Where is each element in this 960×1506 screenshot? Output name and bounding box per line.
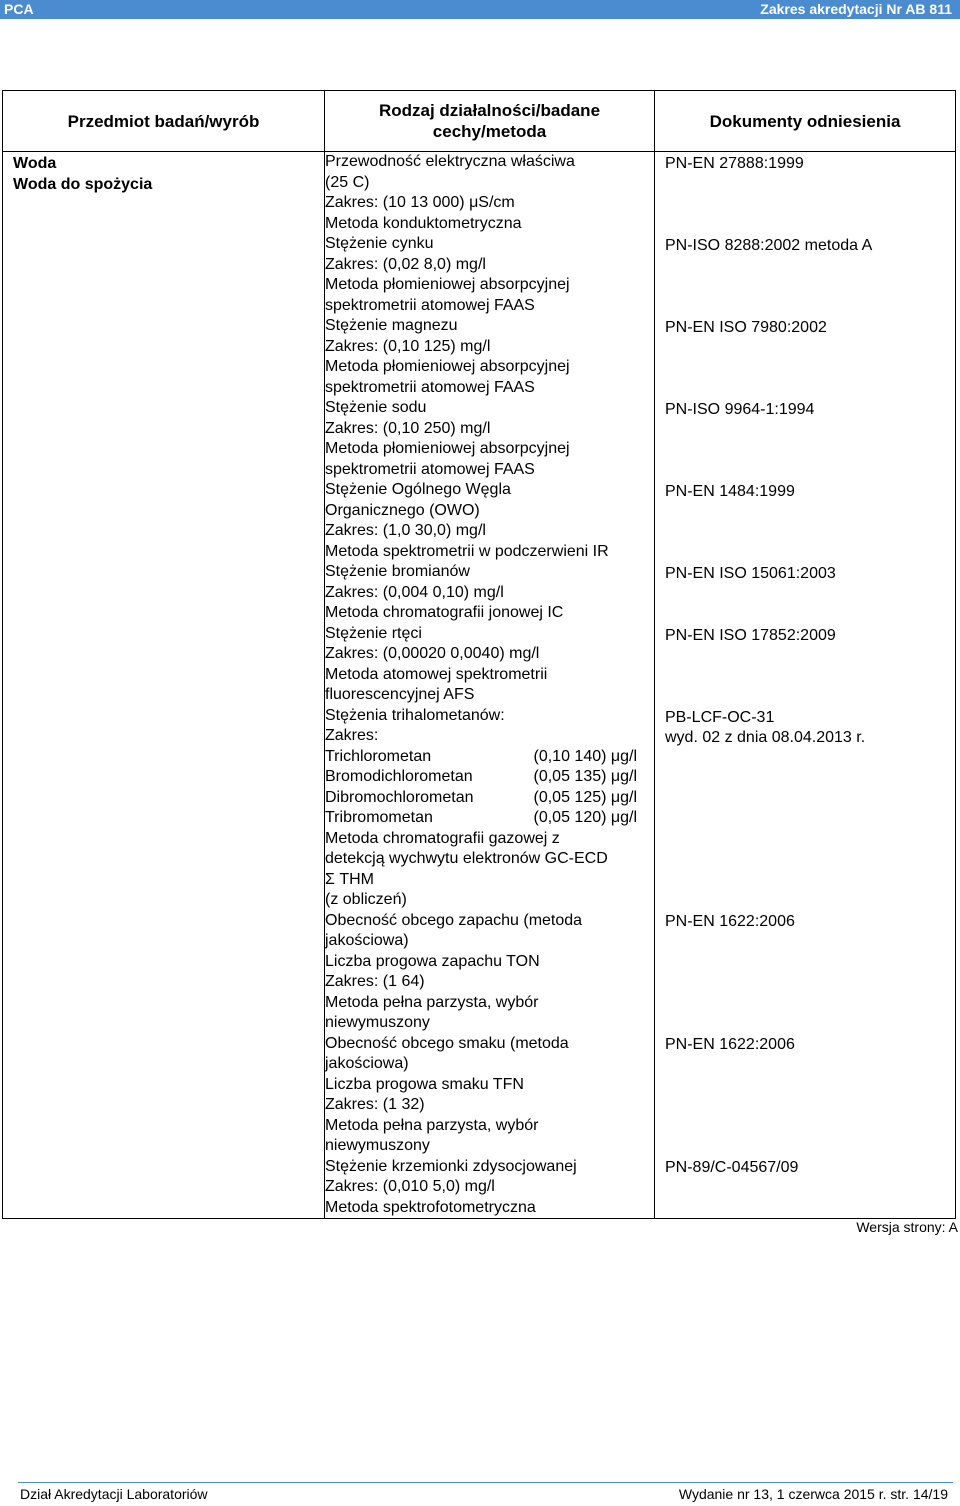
method-line: Stężenie krzemionki zdysocjowanej — [325, 1157, 577, 1175]
method-line: fluorescencyjnej AFS — [325, 686, 475, 703]
thm-row — [325, 747, 637, 768]
column-header-method-line-2: cechy/metoda — [432, 122, 547, 141]
method-line: Metoda płomieniowej absorpcyjnej — [325, 358, 570, 375]
method-line: Metoda spektrofotometryczna — [325, 1198, 536, 1216]
method-line: Stężenie sodu — [325, 399, 427, 416]
method-line: Obecność obcego zapachu (metoda — [325, 911, 583, 929]
page-header-bar — [0, 0, 960, 19]
method-line: Zakres: (0,10 125) mg/l — [325, 337, 491, 355]
footer-edition: Wydanie nr 13, 1 czerwca 2015 r. str. 14/19 — [678, 1486, 948, 1502]
doc-reference-note: wyd. 02 z dnia 08.04.2013 r. — [665, 729, 866, 746]
table-row — [3, 152, 956, 1219]
method-line: Zakres: — [325, 727, 379, 744]
method-line: niewymuszony — [325, 1014, 430, 1031]
doc-reference: PN-ISO 8288:2002 metoda A — [665, 237, 873, 254]
method-line: spektrometrii atomowej FAAS — [325, 378, 535, 396]
thm-range: (0,10 140) μg/l — [533, 747, 637, 765]
method-line: Przewodność elektryczna właściwa — [325, 153, 575, 170]
column-header-docs: Dokumenty odniesienia — [655, 91, 956, 152]
method-line: Metoda chromatografii jonowej IC — [325, 604, 564, 621]
thm-compound: Trichlorometan — [325, 747, 432, 765]
method-line: Metoda atomowej spektrometrii — [325, 665, 548, 683]
header-org: PCA — [4, 1, 34, 17]
method-line: Liczba progowa smaku TFN — [325, 1075, 524, 1093]
header-title: Zakres akredytacji Nr AB 811 — [760, 1, 952, 17]
method-line: jakościowa) — [325, 1055, 409, 1072]
method-line: Zakres: (10 13 000) μS/cm — [325, 194, 515, 211]
method-line: Zakres: (0,00020 0,0040) mg/l — [325, 645, 540, 662]
method-line: Zakres: (1,0 30,0) mg/l — [325, 522, 486, 539]
method-line: niewymuszony — [325, 1137, 430, 1154]
method-line: Organicznego (OWO) — [325, 501, 480, 519]
method-line: (z obliczeń) — [325, 891, 407, 908]
method-line: Stężenie Ogólnego Węgla — [325, 481, 511, 498]
method-line: spektrometrii atomowej FAAS — [325, 296, 535, 314]
method-line: spektrometrii atomowej FAAS — [325, 460, 535, 478]
column-header-method — [325, 91, 655, 152]
doc-reference: PN-EN 1622:2006 — [665, 1036, 795, 1053]
method-line: Zakres: (1 64) — [325, 973, 425, 990]
method-line: Zakres: (1 32) — [325, 1096, 425, 1113]
doc-reference: PN-EN 1484:1999 — [665, 483, 795, 500]
method-line: Stężenie rtęci — [325, 624, 422, 642]
column-header-subject: Przedmiot badań/wyrób — [3, 91, 325, 152]
doc-reference: PB-LCF-OC-31 — [665, 709, 775, 726]
footer-divider — [18, 1482, 953, 1483]
method-line: Liczba progowa zapachu TON — [325, 952, 540, 970]
method-line: jakościowa) — [325, 932, 409, 949]
doc-reference: PN-89/C-04567/09 — [665, 1159, 799, 1176]
thm-range: (0,05 125) μg/l — [533, 788, 637, 806]
method-line: Metoda spektrometrii w podczerwieni IR — [325, 542, 609, 560]
method-line: Stężenia trihalometanów: — [325, 706, 505, 724]
doc-reference: PN-EN ISO 15061:2003 — [665, 565, 836, 582]
method-line: Metoda płomieniowej absorpcyjnej — [325, 440, 570, 457]
method-line: Σ THM — [325, 870, 374, 888]
method-line: Zakres: (0,10 250) mg/l — [325, 419, 491, 437]
table-header-row — [3, 91, 956, 152]
method-line: Stężenie bromianów — [325, 563, 470, 580]
thm-row — [325, 788, 637, 809]
method-line: Metoda pełna parzysta, wybór — [325, 1116, 539, 1134]
column-header-method-line-1: Rodzaj działalności/badane — [378, 101, 601, 120]
method-line: Zakres: (0,02 8,0) mg/l — [325, 255, 486, 273]
thm-compound: Dibromochlorometan — [325, 788, 474, 806]
method-line: Metoda chromatografii gazowej z — [325, 829, 560, 847]
method-line: Metoda konduktometryczna — [325, 214, 522, 232]
doc-reference: PN-ISO 9964-1:1994 — [665, 401, 815, 418]
footer-department: Dział Akredytacji Laboratoriów — [20, 1486, 208, 1502]
thm-range: (0,05 120) μg/l — [533, 809, 637, 826]
method-line: Obecność obcego smaku (metoda — [325, 1034, 569, 1052]
doc-reference: PN-EN 27888:1999 — [665, 155, 804, 172]
method-line: Stężenie magnezu — [325, 317, 458, 334]
method-line: Stężenie cynku — [325, 235, 434, 252]
subject-line-2: Woda do spożycia — [13, 175, 153, 193]
thm-row — [325, 767, 637, 788]
thm-compound: Tribromometan — [325, 809, 433, 826]
method-line: Metoda płomieniowej absorpcyjnej — [325, 276, 570, 293]
method-line: Metoda pełna parzysta, wybór — [325, 993, 539, 1011]
thm-range: (0,05 135) μg/l — [533, 768, 637, 785]
thm-row — [325, 808, 637, 829]
method-line: Zakres: (0,004 0,10) mg/l — [325, 583, 504, 601]
thm-compound: Bromodichlorometan — [325, 768, 473, 785]
doc-reference: PN-EN ISO 17852:2009 — [665, 627, 836, 644]
subject-line-1: Woda — [13, 155, 57, 172]
page-version: Wersja strony: A — [856, 1219, 958, 1235]
method-line: Zakres: (0,010 5,0) mg/l — [325, 1178, 495, 1195]
method-line: detekcją wychwytu elektronów GC-ECD — [325, 850, 608, 867]
method-lines — [325, 152, 654, 1218]
docs-cell — [655, 152, 956, 1219]
doc-reference: PN-EN 1622:2006 — [665, 913, 795, 930]
subject-cell — [3, 152, 325, 1219]
method-cell — [325, 152, 655, 1219]
accreditation-table — [2, 90, 956, 1219]
doc-reference: PN-EN ISO 7980:2002 — [665, 319, 827, 336]
method-line: (25 C) — [325, 173, 370, 191]
